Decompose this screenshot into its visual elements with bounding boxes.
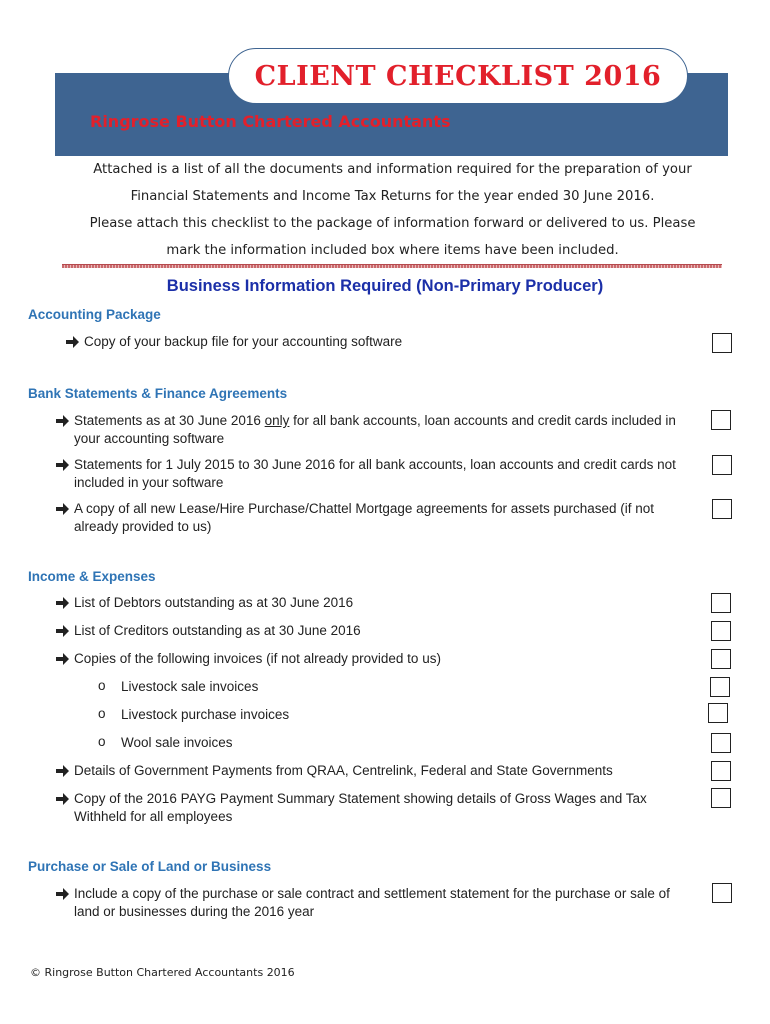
item-text: Copy of your backup file for your accounting software [84, 334, 403, 349]
arrow-bullet-icon [56, 415, 69, 427]
checkbox-wool-sale[interactable] [711, 733, 731, 753]
arrow-bullet-icon [56, 597, 69, 609]
checkbox-bank-statements[interactable] [711, 410, 731, 430]
arrow-bullet-icon [56, 765, 69, 777]
arrow-bullet-icon [56, 503, 69, 515]
firm-name: Ringrose Button Chartered Accountants [90, 112, 451, 131]
sub-item-text: Livestock purchase invoices [121, 707, 290, 722]
item-text-underline: only [264, 413, 290, 428]
intro-line-4: mark the information included box where items have been included. [166, 243, 619, 258]
item-text-post: for all bank accounts, loan accounts and credit cards included in your accounting software [74, 413, 676, 446]
intro-line-1: Attached is a list of all the documents and information required for the preparation of your [93, 162, 692, 177]
section-bank-title: Bank Statements & Finance Agreements [28, 386, 288, 401]
arrow-bullet-icon [56, 625, 69, 637]
section-accounting-title: Accounting Package [28, 307, 161, 322]
item-text: A copy of all new Lease/Hire Purchase/Chattel Mortgage agreements for assets purchased (if not already provided to us) [74, 501, 655, 534]
arrow-bullet-icon [56, 888, 69, 900]
sub-item-text: Wool sale invoices [121, 735, 233, 750]
page-title: CLIENT CHECKLIST 2016 [254, 60, 662, 92]
checkbox-land-business[interactable] [712, 883, 732, 903]
footer-copyright: © Ringrose Button Chartered Accountants 2016 [30, 966, 295, 979]
item-text: Copies of the following invoices (if not already provided to us) [74, 651, 441, 666]
checkbox-debtors[interactable] [711, 593, 731, 613]
intro-line-3: Please attach this checklist to the package of information forward or delivered to us. Please [89, 216, 696, 231]
arrow-bullet-icon [56, 793, 69, 805]
section-income-title: Income & Expenses [28, 569, 156, 584]
item-text [74, 412, 696, 448]
arrow-bullet-icon [66, 336, 79, 348]
item-text: List of Creditors outstanding as at 30 June 2016 [74, 623, 361, 638]
item-text: Statements for 1 July 2015 to 30 June 2016 for all bank accounts, loan accounts and credit cards not included in your software [74, 457, 676, 490]
item-text-pre: Statements as at 30 June 2016 [74, 413, 265, 428]
item-text: Details of Government Payments from QRAA, Centrelink, Federal and State Governments [74, 763, 613, 778]
checkbox-livestock-purchase[interactable] [708, 703, 728, 723]
main-heading: Business Information Required (Non-Primary Producer) [166, 277, 604, 295]
checkbox-backup-file[interactable] [712, 333, 732, 353]
arrow-bullet-icon [56, 653, 69, 665]
intro-line-2: Financial Statements and Income Tax Returns for the year ended 30 June 2016. [130, 189, 655, 204]
checkbox-lease-agreements[interactable] [712, 499, 732, 519]
checkbox-invoices[interactable] [711, 649, 731, 669]
sub-bullet: o [98, 678, 106, 693]
divider-rule [62, 264, 722, 268]
checkbox-creditors[interactable] [711, 621, 731, 641]
checkbox-payg-summary[interactable] [711, 788, 731, 808]
section-land-title: Purchase or Sale of Land or Business [28, 859, 272, 874]
sub-bullet: o [98, 734, 106, 749]
checkbox-other-statements[interactable] [712, 455, 732, 475]
arrow-bullet-icon [56, 459, 69, 471]
checkbox-government-payments[interactable] [711, 761, 731, 781]
title-pill [228, 48, 688, 104]
item-text: List of Debtors outstanding as at 30 June 2016 [74, 595, 354, 610]
item-text: Copy of the 2016 PAYG Payment Summary Statement showing details of Gross Wages and Tax Withheld for all employees [74, 791, 647, 824]
item-text: Include a copy of the purchase or sale contract and settlement statement for the purchase or sale of land or businesses during the 2016 year [74, 886, 670, 919]
sub-item-text: Livestock sale invoices [121, 679, 259, 694]
sub-bullet: o [98, 706, 106, 721]
checkbox-livestock-sale[interactable] [710, 677, 730, 697]
